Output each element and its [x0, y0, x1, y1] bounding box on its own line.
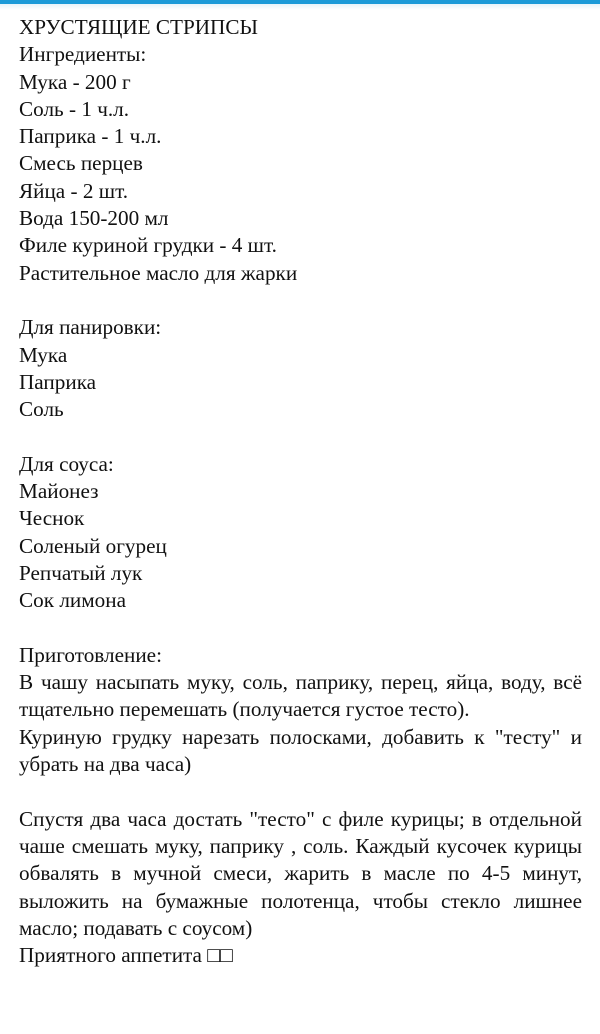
closing-line: Приятного аппетита □□ — [19, 943, 233, 968]
breading-heading: Для панировки: — [19, 315, 162, 340]
ingredient-item: Яйца - 2 шт. — [19, 178, 129, 203]
spacer — [19, 778, 582, 805]
ingredient-item: Мука - 200 г — [19, 69, 131, 94]
preparation-step: В чашу насыпать муку, соль, паприку, перец, яйца, воду, всё тщательно перемешать (получается густое тесто). — [19, 670, 582, 722]
breading-item: Паприка — [19, 369, 97, 394]
preparation-heading: Приготовление: — [19, 642, 162, 667]
ingredient-item: Смесь перцев — [19, 151, 143, 176]
sauce-item: Репчатый лук — [19, 560, 143, 585]
ingredient-item: Растительное масло для жарки — [19, 260, 298, 285]
ingredients-section — [19, 41, 582, 287]
recipe-title: ХРУСТЯЩИЕ СТРИПСЫ — [19, 15, 258, 39]
spacer — [19, 287, 582, 314]
sauce-item: Чеснок — [19, 506, 85, 531]
ingredient-item: Вода 150-200 мл — [19, 206, 169, 231]
sauce-section — [19, 451, 582, 615]
preparation-section — [19, 642, 582, 970]
ingredient-item: Соль - 1 ч.л. — [19, 96, 130, 121]
ingredients-heading: Ингредиенты: — [19, 42, 147, 67]
spacer — [19, 615, 582, 642]
top-bar-shadow — [0, 4, 600, 10]
preparation-step: Куриную грудку нарезать полосками, добавить к "тесту" и убрать на два часа) — [19, 724, 582, 777]
breading-item: Соль — [19, 397, 64, 422]
ingredient-item: Паприка - 1 ч.л. — [19, 124, 162, 149]
sauce-item: Майонез — [19, 479, 99, 504]
breading-section — [19, 314, 582, 423]
breading-item: Мука — [19, 342, 68, 367]
ingredient-item: Филе куриной грудки - 4 шт. — [19, 233, 277, 258]
recipe-document — [19, 14, 582, 969]
sauce-item: Сок лимона — [19, 588, 126, 613]
sauce-item: Соленый огурец — [19, 533, 167, 558]
sauce-heading: Для соуса: — [19, 451, 114, 476]
spacer — [19, 423, 582, 450]
preparation-step: Спустя два часа достать "тесто" с филе курицы; в отдельной чаше смешать муку, паприку , соль. Каждый кусочек курицы обвалять в мучной смеси, жарить в масле по 4-5 минут, выложить на бумажные полотенца, чтобы стекло лишнее масло; подавать с соусом) — [19, 806, 582, 940]
